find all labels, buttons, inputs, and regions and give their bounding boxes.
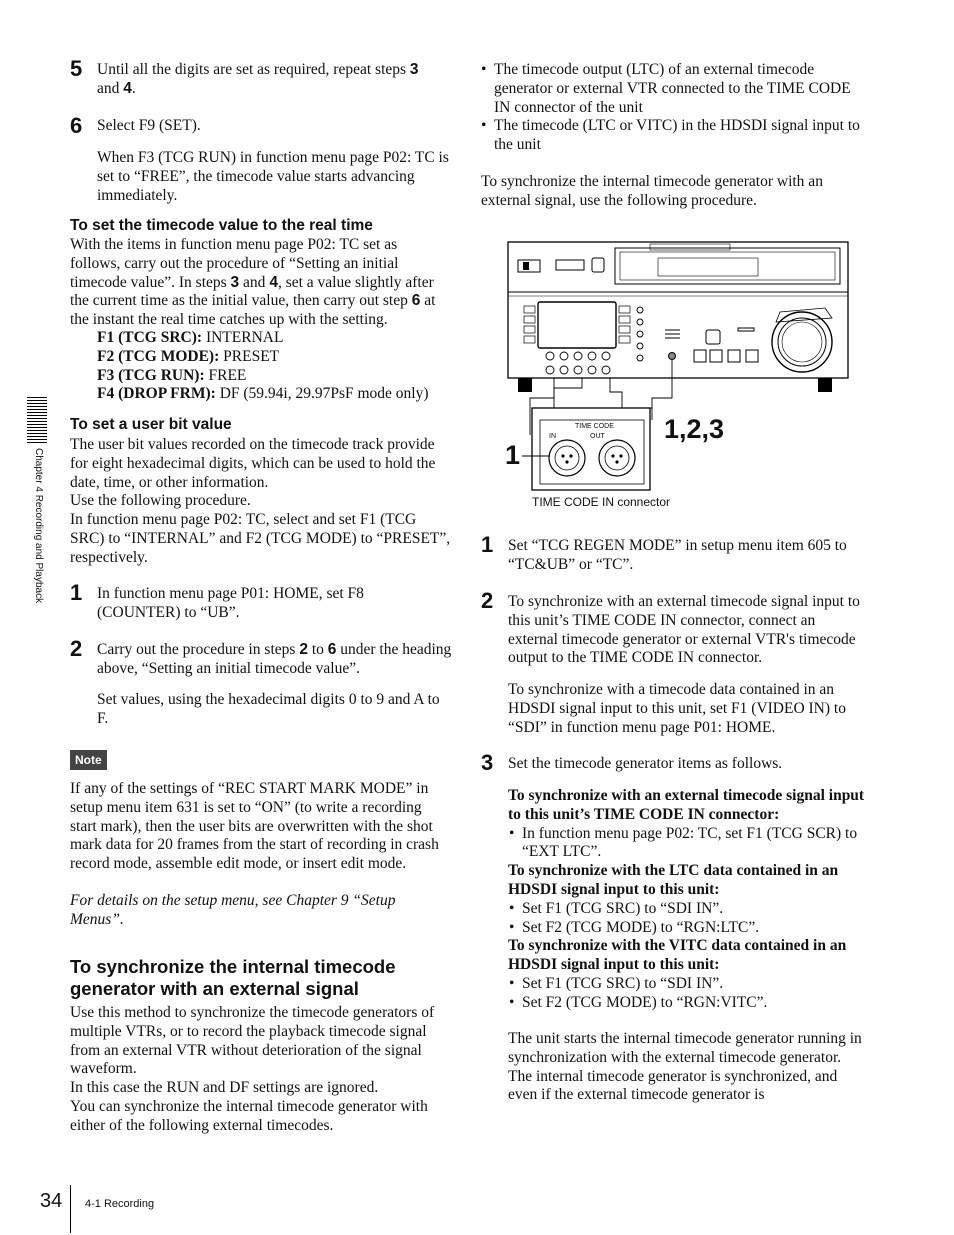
sync-option-heading: To synchronize with the LTC data contained in an HDSDI signal input to this unit: <box>508 862 839 898</box>
user-bit-step-2-detail: Set values, using the hexadecimal digits 0 to 9 and A to F. <box>97 691 440 727</box>
list-item: • In function menu page P02: TC, set F1 (TCG SCR) to “EXT LTC”. <box>508 825 866 863</box>
list-item: • The timecode output (LTC) of an external timecode generator or external VTR connected to the TIME CODE IN connector of the unit <box>480 61 862 117</box>
step-number: 2 <box>481 588 494 613</box>
footer-section: 4-1 Recording <box>85 1198 155 1210</box>
sync-step-1: Set “TCG REGEN MODE” in setup menu item 605 to “TC&UB” or “TC”. <box>508 537 847 573</box>
sync-result: The unit starts the internal timecode generator running in synchronization with the external timecode generator. The internal timecode generator is synchronized, and even if the external timecode generator is <box>508 1030 862 1104</box>
note-text: If any of the settings of “REC START MARK MODE” in setup menu item 631 is set to “ON” (to write a recording start mark), then the user bits are overwritten with the shot mark data for 20 frames from the start of recording in crash record mode, assemble edit mode, or insert edit mode. <box>70 780 439 873</box>
procedure-intro: To synchronize the internal timecode generator with an external signal, use the following procedure. <box>481 173 823 209</box>
sync-step-2: To synchronize with an external timecode signal input to this unit’s TIME CODE IN connector, connect an external timecode generator or external VTR's timecode output to the TIME CODE IN connector. <box>508 593 860 667</box>
heading-user-bit: To set a user bit value <box>70 416 232 433</box>
step-6-text: Select F9 (SET). <box>97 117 201 134</box>
list-item: • Set F2 (TCG MODE) to “RGN:LTC”. <box>508 919 866 938</box>
setup-menu-reference: For details on the setup menu, see Chapter 9 “Setup Menus”. <box>70 892 396 928</box>
figure-callout-step-1: 1 <box>505 440 521 470</box>
list-item: • Set F1 (TCG SRC) to “SDI IN”. <box>508 900 866 919</box>
setting-row: F2 (TCG MODE): PRESET <box>97 347 280 365</box>
in-connector-label: IN <box>549 433 556 440</box>
synchronize-paragraph: Use this method to synchronize the timecode generators of multiple VTRs, or to record the playback timecode signal from an external VTR without deterioration of the signal waveform. In this case the RUN and DF settings are ignored. You can synchronize the internal timecode generator with either of the following external timecodes. <box>70 1004 435 1134</box>
heading-real-time: To set the timecode value to the real time <box>70 217 373 234</box>
user-bit-step-1: In function menu page P01: HOME, set F8 (COUNTER) to “UB”. <box>97 585 364 621</box>
vtr-front-panel-figure <box>480 230 870 520</box>
page-number: 34 <box>40 1190 63 1212</box>
step-number: 6 <box>70 113 83 138</box>
list-item: • Set F2 (TCG MODE) to “RGN:VITC”. <box>508 994 866 1013</box>
sync-option-heading: To synchronize with the VITC data contained in an HDSDI signal input to this unit: <box>508 937 847 974</box>
settings-list <box>97 329 457 404</box>
setting-row: F1 (TCG SRC): INTERNAL <box>97 329 284 346</box>
chapter-tab-marker <box>27 397 47 445</box>
sync-step-3: Set the timecode generator items as follows. <box>508 755 783 772</box>
sync-options <box>508 787 866 1013</box>
step-6-detail: When F3 (TCG RUN) in function menu page P02: TC is set to “FREE”, the timecode value starts advancing immediately. <box>97 149 449 204</box>
user-bit-paragraph: The user bit values recorded on the timecode track provide for eight hexadecimal digits, which can be used to hold the date, time, or other information. Use the following procedure. In function menu page P02: TC, select and set F1 (TCG SRC) to “INTERNAL” and F2 (TCG MODE) to “PRESET”, respectively. <box>70 436 451 566</box>
figure-caption: TIME CODE IN connector <box>532 495 671 509</box>
chapter-side-label: Chapter 4 Recording and Playback <box>33 448 44 604</box>
user-bit-step-2: Carry out the procedure in steps 2 to 6 under the heading above, “Setting an initial timecode value”. <box>97 641 452 677</box>
footer-divider <box>70 1185 71 1233</box>
step-number: 5 <box>70 56 83 81</box>
step-number: 2 <box>70 636 83 661</box>
note-badge: Note <box>70 750 107 770</box>
list-item: • The timecode (LTC or VITC) in the HDSDI signal input to the unit <box>480 117 862 155</box>
step-5-text: Until all the digits are set as required, repeat steps 3 and 4. <box>97 61 419 97</box>
step-number: 1 <box>70 580 83 605</box>
setting-row: F4 (DROP FRM): DF (59.94i, 29.97PsF mode only) <box>97 385 429 403</box>
setting-row: F3 (TCG RUN): FREE <box>97 366 247 384</box>
sync-option-heading: To synchronize with an external timecode signal input to this unit’s TIME CODE IN connector: <box>508 787 865 823</box>
step-number: 3 <box>481 750 494 775</box>
figure-callout-steps: 1,2,3 <box>664 414 725 444</box>
heading-synchronize: To synchronize the internal timecode generator with an external signal <box>70 956 396 999</box>
sync-step-2-detail: To synchronize with a timecode data contained in an HDSDI signal input to this unit, set F1 (VIDEO IN) to “SDI” in function menu page P01: HOME. <box>508 681 846 736</box>
external-timecode-list <box>480 61 862 155</box>
list-item: • Set F1 (TCG SRC) to “SDI IN”. <box>508 975 866 994</box>
real-time-paragraph: With the items in function menu page P02: TC set as follows, carry out the procedure of “Setting an initial timecode value”. In steps 3 and 4, set a value slightly after the current time as the initial value, then carry out step 6 at the instant the real time catches up with the setting. <box>70 236 436 329</box>
time-code-panel-title: TIME CODE <box>575 423 614 430</box>
step-number: 1 <box>481 532 494 557</box>
out-connector-label: OUT <box>590 433 605 440</box>
